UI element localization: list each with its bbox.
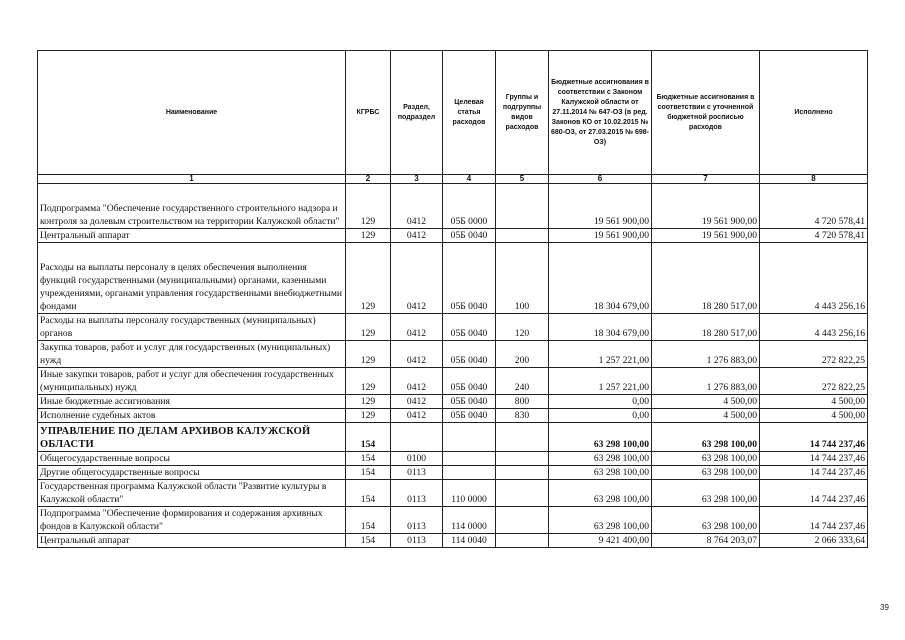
row-section: 0412: [391, 314, 443, 341]
row-law-allocation: 63 298 100,00: [549, 507, 652, 534]
row-name: Расходы на выплаты персоналу в целях обеспечения выполнения функций государственными (муниципальными) органами, казенными учреждениями, органами управления государственными внебюджетными фондами: [38, 243, 346, 314]
row-kgrbs: 154: [346, 466, 391, 480]
row-section: 0113: [391, 534, 443, 548]
column-number: 7: [652, 175, 760, 184]
row-expense-group: [496, 507, 549, 534]
row-expense-group: 100: [496, 243, 549, 314]
row-name: УПРАВЛЕНИЕ ПО ДЕЛАМ АРХИВОВ КАЛУЖСКОЙ ОБЛАСТИ: [38, 423, 346, 452]
row-law-allocation: 1 257 221,00: [549, 368, 652, 395]
row-law-allocation: 0,00: [549, 395, 652, 409]
row-name: Общегосударственные вопросы: [38, 452, 346, 466]
column-number: 4: [443, 175, 496, 184]
row-refined-allocation: 63 298 100,00: [652, 466, 760, 480]
row-executed: 4 500,00: [760, 395, 868, 409]
header-law-allocation: Бюджетные ассигнования в соответствии с Законом Калужской области от 27.11.2014 № 647-ОЗ (в ред. Законов КО от 10.02.2015 № 680-ОЗ, от 27.03.2015 № 698-ОЗ): [549, 51, 652, 175]
row-kgrbs: 129: [346, 243, 391, 314]
row-expense-group: [496, 534, 549, 548]
row-executed: 4 720 578,41: [760, 229, 868, 243]
table-row: [38, 452, 868, 466]
column-number-row: [38, 175, 868, 184]
row-section: 0412: [391, 184, 443, 229]
row-refined-allocation: 63 298 100,00: [652, 480, 760, 507]
column-number: 2: [346, 175, 391, 184]
row-section: 0412: [391, 409, 443, 423]
table-row: [38, 184, 868, 229]
row-refined-allocation: 63 298 100,00: [652, 507, 760, 534]
header-kgrbs: КГРБС: [346, 51, 391, 175]
header-executed: Исполнено: [760, 51, 868, 175]
row-expense-group: [496, 452, 549, 466]
row-target-item: 05Б 0040: [443, 409, 496, 423]
row-section: 0412: [391, 341, 443, 368]
row-name: Центральный аппарат: [38, 229, 346, 243]
row-law-allocation: 63 298 100,00: [549, 423, 652, 452]
row-executed: 14 744 237,46: [760, 507, 868, 534]
budget-execution-table: [37, 50, 868, 548]
header-target-item: Целевая статья расходов: [443, 51, 496, 175]
row-target-item: [443, 466, 496, 480]
row-target-item: 114 0000: [443, 507, 496, 534]
table-row: [38, 466, 868, 480]
row-expense-group: 240: [496, 368, 549, 395]
row-kgrbs: 129: [346, 395, 391, 409]
row-section: 0412: [391, 395, 443, 409]
table-row: [38, 480, 868, 507]
row-executed: 4 443 256,16: [760, 314, 868, 341]
row-refined-allocation: 1 276 883,00: [652, 341, 760, 368]
row-expense-group: 800: [496, 395, 549, 409]
row-kgrbs: 154: [346, 507, 391, 534]
row-refined-allocation: 8 764 203,07: [652, 534, 760, 548]
row-executed: 14 744 237,46: [760, 423, 868, 452]
row-expense-group: 200: [496, 341, 549, 368]
table-row: [38, 423, 868, 452]
header-refined-allocation: Бюджетные ассигнования в соответствии с уточненной бюджетной росписью расходов: [652, 51, 760, 175]
row-executed: 2 066 333,64: [760, 534, 868, 548]
row-section: 0113: [391, 480, 443, 507]
header-section: Раздел, подраздел: [391, 51, 443, 175]
row-refined-allocation: 19 561 900,00: [652, 184, 760, 229]
row-target-item: [443, 452, 496, 466]
table-row: [38, 534, 868, 548]
row-name: Подпрограмма "Обеспечение государственного строительного надзора и контроля за долевым строительством на территории Калужской области": [38, 184, 346, 229]
row-refined-allocation: 63 298 100,00: [652, 452, 760, 466]
row-executed: 14 744 237,46: [760, 480, 868, 507]
row-target-item: 05Б 0040: [443, 368, 496, 395]
table-row: [38, 229, 868, 243]
table-row: [38, 314, 868, 341]
row-law-allocation: 19 561 900,00: [549, 229, 652, 243]
row-executed: 4 720 578,41: [760, 184, 868, 229]
row-kgrbs: 129: [346, 184, 391, 229]
table-row: [38, 409, 868, 423]
row-law-allocation: 19 561 900,00: [549, 184, 652, 229]
row-target-item: 05Б 0040: [443, 314, 496, 341]
row-refined-allocation: 18 280 517,00: [652, 243, 760, 314]
row-expense-group: 120: [496, 314, 549, 341]
row-name: Расходы на выплаты персоналу государственных (муниципальных) органов: [38, 314, 346, 341]
row-name: Иные закупки товаров, работ и услуг для обеспечения государственных (муниципальных) нужд: [38, 368, 346, 395]
table-row: [38, 368, 868, 395]
row-expense-group: [496, 466, 549, 480]
row-section: 0412: [391, 368, 443, 395]
column-number: 3: [391, 175, 443, 184]
row-target-item: 05Б 0040: [443, 395, 496, 409]
column-number: 6: [549, 175, 652, 184]
row-expense-group: [496, 423, 549, 452]
row-law-allocation: 63 298 100,00: [549, 466, 652, 480]
row-name: Закупка товаров, работ и услуг для государственных (муниципальных) нужд: [38, 341, 346, 368]
column-number: 8: [760, 175, 868, 184]
row-refined-allocation: 4 500,00: [652, 395, 760, 409]
row-executed: 14 744 237,46: [760, 466, 868, 480]
row-law-allocation: 0,00: [549, 409, 652, 423]
row-name: Иные бюджетные ассигнования: [38, 395, 346, 409]
row-expense-group: [496, 480, 549, 507]
row-section: 0100: [391, 452, 443, 466]
table-body: [38, 184, 868, 548]
row-target-item: 05Б 0040: [443, 341, 496, 368]
row-name: Государственная программа Калужской области "Развитие культуры в Калужской области": [38, 480, 346, 507]
row-kgrbs: 154: [346, 452, 391, 466]
row-name: Центральный аппарат: [38, 534, 346, 548]
row-refined-allocation: 18 280 517,00: [652, 314, 760, 341]
table-row: [38, 507, 868, 534]
row-target-item: 110 0000: [443, 480, 496, 507]
table-row: [38, 395, 868, 409]
row-target-item: 114 0040: [443, 534, 496, 548]
row-executed: 4 500,00: [760, 409, 868, 423]
row-name: Исполнение судебных актов: [38, 409, 346, 423]
row-kgrbs: 129: [346, 229, 391, 243]
row-section: 0412: [391, 229, 443, 243]
row-executed: 4 443 256,16: [760, 243, 868, 314]
row-executed: 272 822,25: [760, 341, 868, 368]
row-section: [391, 423, 443, 452]
row-law-allocation: 1 257 221,00: [549, 341, 652, 368]
row-law-allocation: 63 298 100,00: [549, 452, 652, 466]
row-refined-allocation: 1 276 883,00: [652, 368, 760, 395]
row-expense-group: [496, 184, 549, 229]
row-executed: 272 822,25: [760, 368, 868, 395]
row-target-item: 05Б 0040: [443, 243, 496, 314]
row-refined-allocation: 63 298 100,00: [652, 423, 760, 452]
row-law-allocation: 18 304 679,00: [549, 314, 652, 341]
header-row: [38, 51, 868, 175]
row-kgrbs: 154: [346, 480, 391, 507]
row-name: Подпрограмма "Обеспечение формирования и содержания архивных фондов в Калужской области": [38, 507, 346, 534]
row-target-item: 05Б 0040: [443, 229, 496, 243]
row-refined-allocation: 4 500,00: [652, 409, 760, 423]
row-executed: 14 744 237,46: [760, 452, 868, 466]
table-row: [38, 243, 868, 314]
row-section: 0412: [391, 243, 443, 314]
row-section: 0113: [391, 466, 443, 480]
row-kgrbs: 154: [346, 423, 391, 452]
budget-report-sheet: [37, 50, 867, 548]
row-expense-group: 830: [496, 409, 549, 423]
row-kgrbs: 129: [346, 314, 391, 341]
row-target-item: 05Б 0000: [443, 184, 496, 229]
page-number: 39: [880, 603, 889, 612]
row-name: Другие общегосударственные вопросы: [38, 466, 346, 480]
row-law-allocation: 9 421 400,00: [549, 534, 652, 548]
header-name: Наименование: [38, 51, 346, 175]
table-row: [38, 341, 868, 368]
column-number: 5: [496, 175, 549, 184]
row-law-allocation: 18 304 679,00: [549, 243, 652, 314]
row-section: 0113: [391, 507, 443, 534]
header-expense-group: Группы и подгруппы видов расходов: [496, 51, 549, 175]
row-law-allocation: 63 298 100,00: [549, 480, 652, 507]
row-kgrbs: 154: [346, 534, 391, 548]
row-kgrbs: 129: [346, 368, 391, 395]
row-kgrbs: 129: [346, 409, 391, 423]
column-number: 1: [38, 175, 346, 184]
row-expense-group: [496, 229, 549, 243]
row-target-item: [443, 423, 496, 452]
row-refined-allocation: 19 561 900,00: [652, 229, 760, 243]
row-kgrbs: 129: [346, 341, 391, 368]
